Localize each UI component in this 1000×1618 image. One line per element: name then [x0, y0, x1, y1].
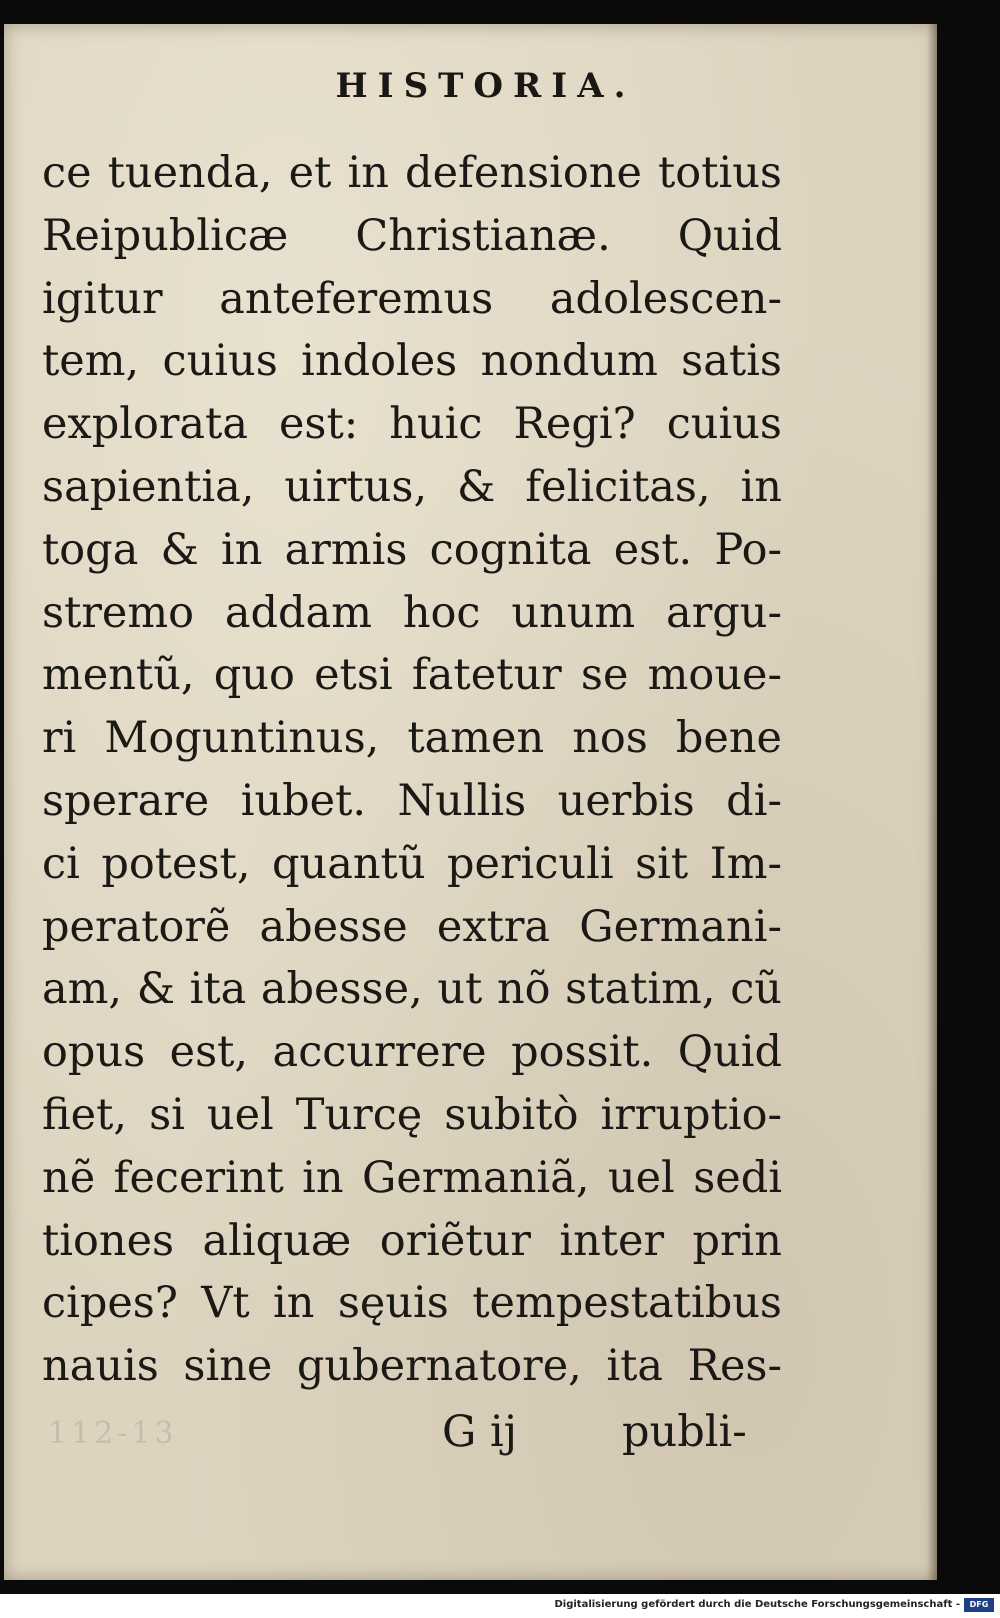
text-line: stremo addam hoc unum argu-: [42, 587, 782, 638]
text-line: toga & in armis cognita est. Po-: [42, 524, 782, 575]
signature-mark: G ij: [442, 1407, 518, 1457]
body-text: [42, 142, 782, 1398]
text-line: am, & ita abesse, ut nõ statim, cũ: [42, 964, 782, 1015]
text-line: nauis sine gubernatore, ita Res-: [42, 1341, 782, 1392]
text-line: ce tuenda, et in defensione totius: [42, 148, 782, 198]
text-line: ri Moguntinus, tamen nos bene: [42, 713, 782, 764]
text-line: opus est, accurrere possit. Quid: [42, 1027, 782, 1078]
text-line: tem, cuius indoles nondum satis: [42, 336, 782, 387]
bleed-through-text: 112-13: [48, 1416, 178, 1451]
credit-bar: [0, 1594, 1000, 1618]
catchword: publi-: [622, 1407, 747, 1457]
text-line: sapientia, uirtus, & felicitas, in: [42, 461, 782, 512]
text-line: igitur anteferemus adolescen-: [42, 273, 782, 324]
running-head: HISTORIA.: [335, 66, 636, 106]
page-edge-shadow: [927, 24, 937, 1580]
text-line: peratorẽ abesse extra Germani-: [42, 901, 782, 952]
credit-text: Digitalisierung gefördert durch die Deutsche Forschungsgemeinschaft -: [554, 1599, 960, 1610]
book-page: [4, 24, 937, 1580]
text-line: cipes? Vt in sęuis tempestatibus: [42, 1278, 782, 1329]
text-line: sperare iubet. Nullis uerbis di-: [42, 775, 782, 826]
text-line: mentũ, quo etsi fatetur se moue-: [42, 650, 782, 701]
text-line: fiet, si uel Turcę subitò irruptio-: [42, 1089, 782, 1140]
text-line: Reipublicæ Christianæ. Quid: [42, 210, 782, 261]
text-line: ci potest, quantũ periculi sit Im-: [42, 838, 782, 889]
text-line: tiones aliquæ oriẽtur inter prin: [42, 1215, 782, 1266]
text-line: nẽ fecerint in Germaniã, uel sedi: [42, 1152, 782, 1203]
text-line: explorata est: huic Regi? cuius: [42, 399, 782, 450]
dfg-logo-icon: DFG: [964, 1598, 994, 1612]
